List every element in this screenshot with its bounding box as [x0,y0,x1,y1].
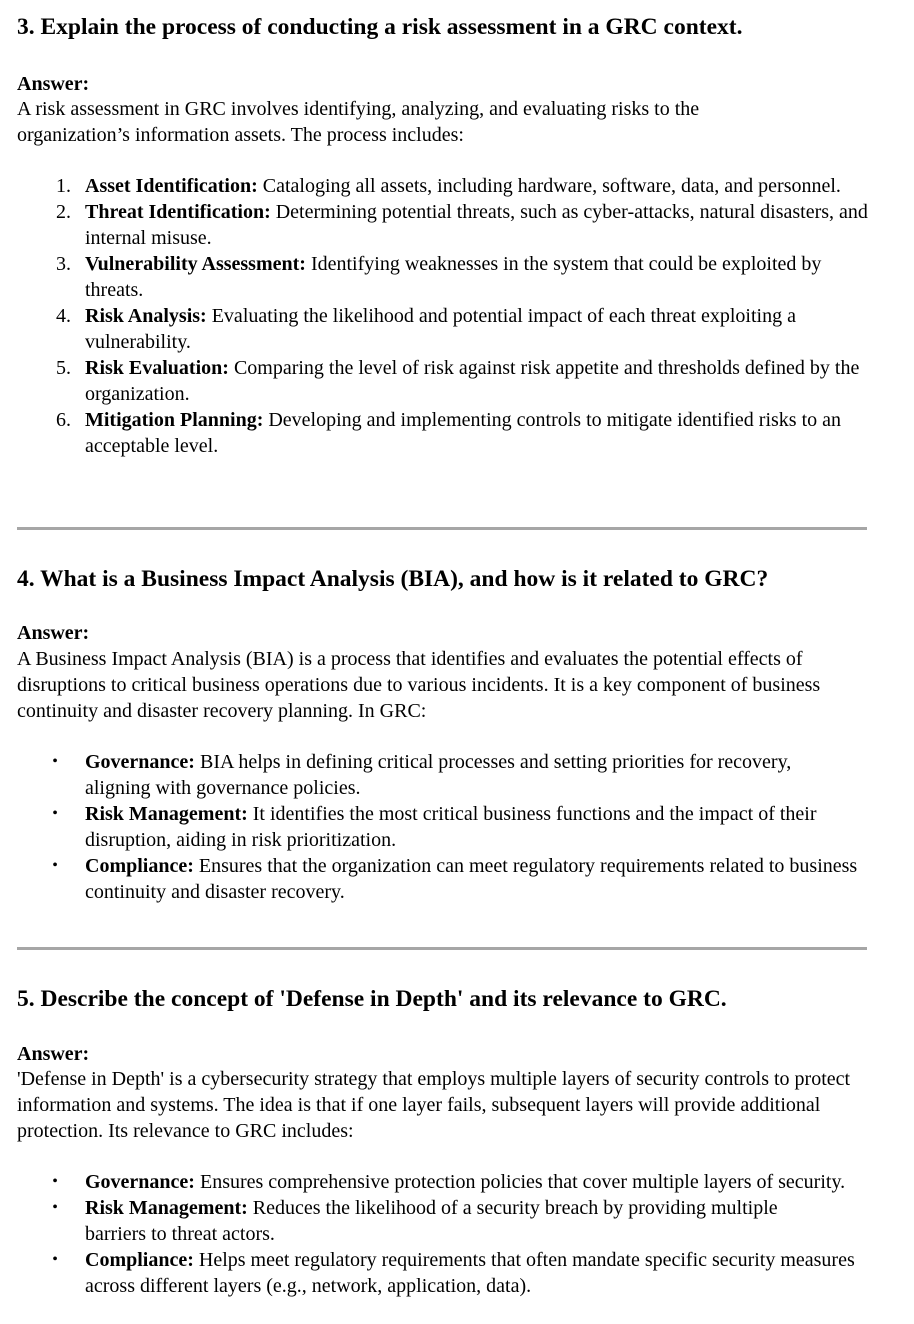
list-item: • Governance: Ensures comprehensive protection policies that cover multiple layers of security. [52,1171,846,1193]
question-3-steps-list [17,173,887,459]
list-item: 4. Risk Analysis: Evaluating the likelihood and potential impact of each threat exploiting a vulnerability. [56,305,796,353]
list-item: • Governance: BIA helps in defining critical processes and setting priorities for recovery, aligning with governance policies. [52,751,792,799]
section-divider [17,527,867,530]
list-item: 5. Risk Evaluation: Comparing the level of risk against risk appetite and thresholds defined by the organization. [56,357,860,405]
question-4-title: 4. What is a Business Impact Analysis (BIA), and how is it related to GRC? [17,566,769,592]
question-5-intro: 'Defense in Depth' is a cybersecurity strategy that employs multiple layers of security controls to protect information and systems. The idea is that if one layer fails, subsequent layers will provide additional protection. Its relevance to GRC includes: [17,1068,851,1142]
question-4-answer-label: Answer: [17,622,90,644]
question-5-title: 5. Describe the concept of 'Defense in Depth' and its relevance to GRC. [17,986,727,1012]
list-item: 6. Mitigation Planning: Developing and implementing controls to mitigate identified risks to an acceptable level. [56,409,842,457]
question-5-bullet-list [17,1169,887,1299]
list-item: 2. Threat Identification: Determining potential threats, such as cyber-attacks, natural disasters, and internal misuse. [56,201,868,249]
list-item: • Risk Management: It identifies the most critical business functions and the impact of their disruption, aiding in risk prioritization. [52,803,817,851]
question-3-title: 3. Explain the process of conducting a risk assessment in a GRC context. [17,14,743,40]
list-item: • Compliance: Helps meet regulatory requirements that often mandate specific security measures across different layers (e.g., network, application, data). [52,1249,855,1297]
question-3-answer-label: Answer: [17,73,90,95]
list-item: 1. Asset Identification: Cataloging all assets, including hardware, software, data, and personnel. [56,175,841,197]
list-item: • Compliance: Ensures that the organization can meet regulatory requirements related to business continuity and disaster recovery. [52,855,858,903]
section-divider [17,947,867,950]
question-5-answer-label: Answer: [17,1043,90,1065]
question-4-intro: A Business Impact Analysis (BIA) is a process that identifies and evaluates the potential effects of disruptions to critical business operations due to various incidents. It is a key component of business continuity and disaster recovery planning. In GRC: [17,648,821,722]
question-3-intro: A risk assessment in GRC involves identifying, analyzing, and evaluating risks to the organization’s information assets. The process includes: [17,98,700,146]
list-item: • Risk Management: Reduces the likelihood of a security breach by providing multiple barriers to threat actors. [52,1197,778,1245]
question-4-bullet-list [17,749,887,905]
list-item: 3. Vulnerability Assessment: Identifying weaknesses in the system that could be exploited by threats. [56,253,822,301]
